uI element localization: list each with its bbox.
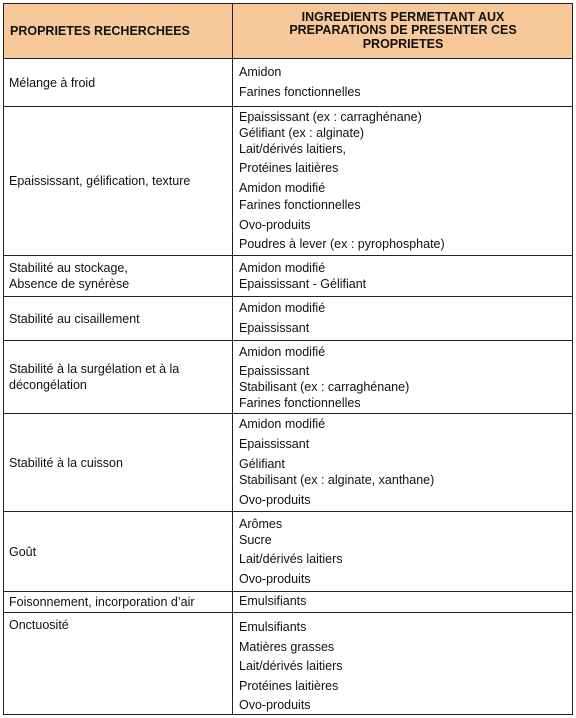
header-ingredients-line: PROPRIETES [362,36,444,51]
property-cell [9,592,227,612]
property-text: décongélation [9,378,87,392]
ingredient-item: Epaississant [239,364,310,378]
table-row [4,59,572,107]
property-text: Epaississant, gélification, texture [9,174,191,188]
property-cell [9,512,227,591]
ingredient-item: Protéines laitières [239,679,339,693]
ingredients-cell [239,512,568,591]
property-cell [9,59,227,106]
ingredients-cell [239,256,568,296]
property-cell [9,613,227,714]
ingredient-item: Lait/dérivés laitiers [239,659,343,673]
ingredient-item: Sucre [239,533,272,547]
header-ingredients [233,4,573,58]
ingredient-item: Protéines laitières [239,161,339,175]
property-text: Goût [9,544,37,559]
ingredient-item: Lait/dérivés laitiers, [239,142,346,156]
ingredient-item: Amidon modifié [239,301,326,315]
ingredient-item: Matières grasses [239,640,335,654]
header-ingredients-line: PREPARATIONS DE PRESENTER CES [289,23,517,38]
table-row [4,341,572,414]
ingredient-item: Amidon modifié [239,345,326,359]
ingredient-item: Farines fonctionnelles [239,396,361,410]
ingredients-cell [239,107,568,255]
ingredient-item: Amidon modifié [239,261,326,275]
ingredient-item: Ovo-produits [239,698,311,712]
ingredient-item: Farines fonctionnelles [239,85,361,99]
ingredient-item: Stabilisant (ex : carraghénane) [239,380,410,394]
property-text: Stabilité au stockage, [9,261,128,275]
property-text: Foisonnement, incorporation d’air [9,595,195,609]
ingredient-item: Ovo-produits [239,218,311,232]
ingredients-cell [239,341,568,413]
property-text: Stabilité à la surgélation et à la [9,362,180,376]
ingredient-item: Emulsifiants [239,620,307,634]
ingredients-cell [239,59,568,106]
property-text: Onctuosité [9,618,69,632]
table-row [4,256,572,297]
table-row [4,297,572,341]
ingredient-item: Amidon modifié [239,417,326,431]
ingredient-item: Farines fonctionnelles [239,198,361,212]
ingredient-item: Epaississant - Gélifiant [239,277,367,291]
ingredient-item: Epaississant [239,437,310,451]
property-cell [9,341,227,413]
table-row [4,613,572,714]
ingredients-cell [239,592,568,612]
property-cell [9,297,227,340]
ingredient-item: Ovo-produits [239,572,311,586]
ingredients-cell [239,613,568,714]
ingredient-item: Amidon modifié [239,181,326,195]
ingredients-cell [239,297,568,340]
property-text: Stabilité au cisaillement [9,311,140,326]
ingredient-item: Amidon [239,65,282,79]
property-text: Stabilité à la cuisson [9,455,123,470]
properties-table [3,3,573,715]
header-ingredients-line: INGREDIENTS PERMETTANT AUX [301,9,505,24]
column-divider [232,4,233,714]
table-row [4,107,572,256]
table-header [4,4,572,59]
ingredient-item: Gélifiant (ex : alginate) [239,126,365,140]
ingredient-item: Poudres à lever (ex : pyrophosphate) [239,237,445,251]
table-row [4,414,572,512]
ingredient-item: Epaississant [239,321,310,335]
table-row [4,512,572,592]
ingredient-item: Emulsifiants [239,594,307,608]
ingredient-item: Arômes [239,517,283,531]
ingredient-item: Epaississant (ex : carraghénane) [239,110,422,124]
property-cell [9,256,227,296]
property-cell [9,107,227,255]
table-row [4,592,572,613]
ingredient-item: Ovo-produits [239,493,311,507]
ingredient-item: Gélifiant [239,457,285,471]
property-cell [9,414,227,511]
ingredients-cell [239,414,568,511]
property-text: Absence de synérèse [9,277,130,291]
header-properties: PROPRIETES RECHERCHEES [10,24,190,38]
property-text: Mélange à froid [9,75,96,90]
ingredient-item: Stabilisant (ex : alginate, xanthane) [239,473,435,487]
ingredient-item: Lait/dérivés laitiers [239,552,343,566]
